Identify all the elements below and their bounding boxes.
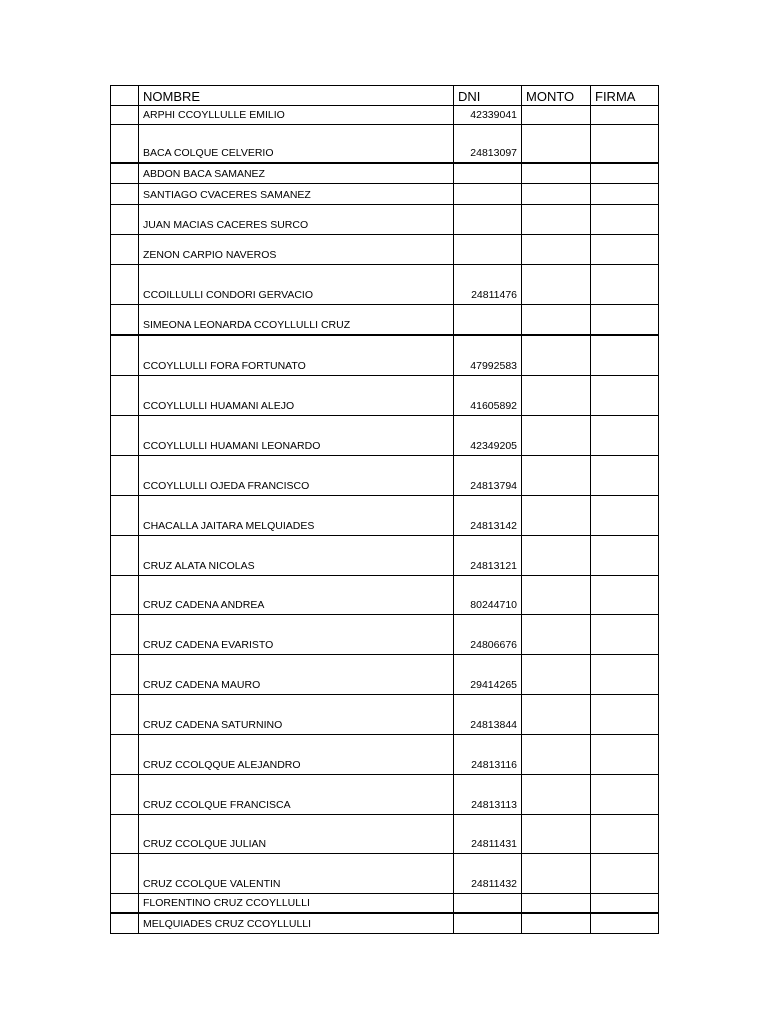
firma-cell <box>591 125 659 162</box>
firma-cell <box>591 456 659 495</box>
dni-cell <box>454 305 522 334</box>
row-index-cell <box>111 914 139 933</box>
table-row <box>111 235 659 265</box>
firma-cell <box>591 775 659 814</box>
monto-cell <box>522 854 591 893</box>
monto-cell <box>522 305 591 334</box>
table-row <box>111 815 659 854</box>
firma-cell <box>591 235 659 264</box>
monto-cell <box>522 655 591 694</box>
dni-cell: 24811476 <box>454 265 522 304</box>
row-index-cell <box>111 305 139 334</box>
table-row <box>111 914 659 934</box>
name-cell: CRUZ CADENA SATURNINO <box>139 695 454 734</box>
table-row <box>111 164 659 184</box>
firma-cell <box>591 695 659 734</box>
name-cell: CRUZ CADENA MAURO <box>139 655 454 694</box>
dni-cell: 24806676 <box>454 615 522 654</box>
firma-cell <box>591 894 659 912</box>
name-cell: CCOYLLULLI OJEDA FRANCISCO <box>139 456 454 495</box>
name-cell: CRUZ CCOLQUE FRANCISCA <box>139 775 454 814</box>
table-row <box>111 615 659 655</box>
name-cell: BACA COLQUE CELVERIO <box>139 125 454 162</box>
name-cell: CRUZ CADENA ANDREA <box>139 576 454 614</box>
name-cell: CRUZ CCOLQQUE ALEJANDRO <box>139 735 454 774</box>
dni-cell <box>454 205 522 234</box>
row-index-cell <box>111 106 139 124</box>
row-index-cell <box>111 735 139 774</box>
monto-cell <box>522 496 591 535</box>
row-index-cell <box>111 376 139 415</box>
table-row <box>111 265 659 305</box>
firma-cell <box>591 305 659 334</box>
monto-cell <box>522 775 591 814</box>
dni-cell: 24813097 <box>454 125 522 162</box>
dni-cell: 24811432 <box>454 854 522 893</box>
table-row <box>111 655 659 695</box>
dni-cell: 24813113 <box>454 775 522 814</box>
header-firma: FIRMA <box>591 86 659 105</box>
name-cell: CCOYLLULLI HUAMANI ALEJO <box>139 376 454 415</box>
name-cell: ZENON CARPIO NAVEROS <box>139 235 454 264</box>
name-cell: CRUZ CCOLQUE JULIAN <box>139 815 454 853</box>
dni-cell: 42339041 <box>454 106 522 124</box>
firma-cell <box>591 416 659 455</box>
table-row <box>111 336 659 376</box>
row-index-cell <box>111 336 139 375</box>
table-row <box>111 205 659 235</box>
row-index-cell <box>111 854 139 893</box>
table-row <box>111 184 659 205</box>
row-index-cell <box>111 456 139 495</box>
monto-cell <box>522 336 591 375</box>
table-row <box>111 305 659 336</box>
name-cell: CRUZ CADENA EVARISTO <box>139 615 454 654</box>
monto-cell <box>522 106 591 124</box>
header-index-cell <box>111 86 139 105</box>
dni-cell: 24813794 <box>454 456 522 495</box>
dni-cell: 24813142 <box>454 496 522 535</box>
dni-cell: 24813121 <box>454 536 522 575</box>
firma-cell <box>591 336 659 375</box>
dni-cell <box>454 164 522 183</box>
monto-cell <box>522 184 591 204</box>
name-cell: MELQUIADES CRUZ CCOYLLULLI <box>139 914 454 933</box>
table-row <box>111 106 659 125</box>
table-row <box>111 775 659 815</box>
name-cell: CCOYLLULLI HUAMANI LEONARDO <box>139 416 454 455</box>
row-index-cell <box>111 496 139 535</box>
attendance-table <box>110 85 659 934</box>
firma-cell <box>591 496 659 535</box>
row-index-cell <box>111 265 139 304</box>
header-dni: DNI <box>454 86 522 105</box>
header-monto: MONTO <box>522 86 591 105</box>
monto-cell <box>522 235 591 264</box>
table-header-row <box>111 86 659 106</box>
dni-cell <box>454 894 522 912</box>
dni-cell: 41605892 <box>454 376 522 415</box>
name-cell: CCOILLULLI CONDORI GERVACIO <box>139 265 454 304</box>
monto-cell <box>522 815 591 853</box>
row-index-cell <box>111 125 139 162</box>
name-cell: CCOYLLULLI FORA FORTUNATO <box>139 336 454 375</box>
monto-cell <box>522 615 591 654</box>
firma-cell <box>591 106 659 124</box>
dni-cell: 24813116 <box>454 735 522 774</box>
table-row <box>111 576 659 615</box>
name-cell: SANTIAGO CVACERES SAMANEZ <box>139 184 454 204</box>
firma-cell <box>591 376 659 415</box>
monto-cell <box>522 164 591 183</box>
name-cell: CHACALLA JAITARA MELQUIADES <box>139 496 454 535</box>
firma-cell <box>591 735 659 774</box>
table-row <box>111 376 659 416</box>
dni-cell: 24813844 <box>454 695 522 734</box>
name-cell: JUAN MACIAS CACERES SURCO <box>139 205 454 234</box>
table-row <box>111 125 659 164</box>
firma-cell <box>591 265 659 304</box>
row-index-cell <box>111 894 139 912</box>
table-row <box>111 735 659 775</box>
table-row <box>111 456 659 496</box>
row-index-cell <box>111 576 139 614</box>
table-row <box>111 416 659 456</box>
table-row <box>111 536 659 576</box>
table-row <box>111 695 659 735</box>
name-cell: CRUZ ALATA NICOLAS <box>139 536 454 575</box>
name-cell: ARPHI CCOYLLULLE EMILIO <box>139 106 454 124</box>
firma-cell <box>591 205 659 234</box>
monto-cell <box>522 376 591 415</box>
row-index-cell <box>111 205 139 234</box>
row-index-cell <box>111 655 139 694</box>
firma-cell <box>591 164 659 183</box>
monto-cell <box>522 456 591 495</box>
row-index-cell <box>111 775 139 814</box>
monto-cell <box>522 894 591 912</box>
row-index-cell <box>111 235 139 264</box>
row-index-cell <box>111 815 139 853</box>
firma-cell <box>591 536 659 575</box>
firma-cell <box>591 655 659 694</box>
name-cell: FLORENTINO CRUZ CCOYLLULLI <box>139 894 454 912</box>
monto-cell <box>522 536 591 575</box>
row-index-cell <box>111 164 139 183</box>
firma-cell <box>591 576 659 614</box>
row-index-cell <box>111 615 139 654</box>
name-cell: ABDON BACA SAMANEZ <box>139 164 454 183</box>
row-index-cell <box>111 536 139 575</box>
monto-cell <box>522 735 591 774</box>
dni-cell: 47992583 <box>454 336 522 375</box>
firma-cell <box>591 615 659 654</box>
table-row <box>111 854 659 894</box>
monto-cell <box>522 125 591 162</box>
dni-cell: 42349205 <box>454 416 522 455</box>
firma-cell <box>591 914 659 933</box>
firma-cell <box>591 854 659 893</box>
table-row <box>111 496 659 536</box>
dni-cell: 29414265 <box>454 655 522 694</box>
header-nombre: NOMBRE <box>139 86 454 105</box>
table-body <box>111 106 659 934</box>
row-index-cell <box>111 184 139 204</box>
dni-cell: 80244710 <box>454 576 522 614</box>
name-cell: CRUZ CCOLQUE VALENTIN <box>139 854 454 893</box>
dni-cell <box>454 235 522 264</box>
row-index-cell <box>111 695 139 734</box>
monto-cell <box>522 205 591 234</box>
row-index-cell <box>111 416 139 455</box>
monto-cell <box>522 695 591 734</box>
monto-cell <box>522 416 591 455</box>
dni-cell: 24811431 <box>454 815 522 853</box>
firma-cell <box>591 815 659 853</box>
name-cell: SIMEONA LEONARDA CCOYLLULLI CRUZ <box>139 305 454 334</box>
table-row <box>111 894 659 914</box>
firma-cell <box>591 184 659 204</box>
monto-cell <box>522 914 591 933</box>
monto-cell <box>522 576 591 614</box>
monto-cell <box>522 265 591 304</box>
dni-cell <box>454 184 522 204</box>
dni-cell <box>454 914 522 933</box>
